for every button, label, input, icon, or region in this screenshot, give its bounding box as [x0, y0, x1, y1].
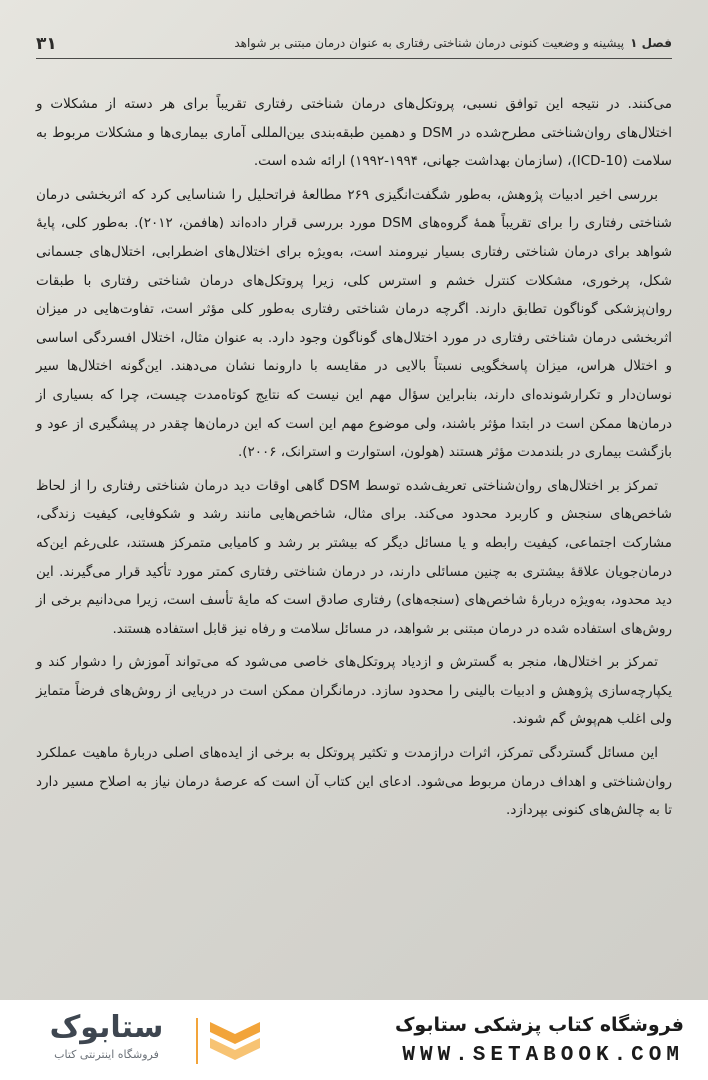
chapter-header — [234, 36, 672, 50]
page-number: ۳۱ — [36, 34, 57, 54]
chapter-title: پیشینه و وضعیت کنونی درمان شناختی رفتاری به عنوان درمان مبتنی بر شواهد — [234, 36, 625, 50]
paragraph: می‌کنند. در نتیجه این توافق نسبی، پروتکل‌های درمان شناختی رفتاری تقریباً برای هر دسته از مشکلات و اختلال‌های روان‌شناختی مطرح‌شده در DSM و دهمین طبقه‌بندی بین‌المللی آماری بیماری‌ها و مشکلات مربوط به سلامت (ICD-10)، (سازمان بهداشت جهانی، ۱۹۹۴-۱۹۹۲) ارائه شده است. — [36, 96, 672, 170]
watermark-footer — [0, 1000, 708, 1080]
running-header — [36, 34, 672, 59]
store-url-link[interactable]: WWW.SETABOOK.COM — [402, 1044, 684, 1067]
paragraph: بررسی اخیر ادبیات پژوهش، به‌طور شگفت‌انگیزی ۲۶۹ مطالعهٔ فراتحلیل را شناسایی کرد که اثربخشی درمان شناختی رفتاری را برای تقریباً همهٔ گروه‌های DSM مورد بررسی قرار داده‌اند (هافمن، ۲۰۱۲). به‌طور کلی، پایهٔ شواهد برای درمان شناختی رفتاری بسیار نیرومند است، به‌ویژه برای اختلال‌های اضطرابی، اختلال‌های جسمانی شکل، پرخوری، مشکلات کنترل خشم و استرس کلی، زیرا پروتکل‌های درمان شناختی رفتاری با طبقات روان‌پزشکی گوناگون تطابق دارند. اگرچه درمان شناختی رفتاری به‌طور کلی مؤثر است، تفاوت‌هایی در میزان اثربخشی درمان شناختی رفتاری در مورد اختلال‌های گوناگون وجود دارد. به عنوان مثال، اختلال افسردگی اساسی و اختلال هراس، میزان پاسخگویی نسبتاً بالایی در مقایسه با دارونما نشان می‌دهند. این‌گونه اختلال‌ها سیر نوسان‌دار و تکرارشونده‌ای دارند، بنابراین سؤال مهم این نیست که نتایج کوتاه‌مدت چیست، چرا که بسیاری از درمان‌ها ممکن است در ابتدا مؤثر باشند، ولی موضوع مهم این است که این درمان‌ها چقدر در پیشگیری از عود و بازگشت بیماری در بلندمدت مؤثر هستند (هولون، استوارت و استرانک، ۲۰۰۶). — [36, 186, 672, 461]
logo-name: ستابوک — [49, 1010, 164, 1045]
chapter-label: فصل ۱ — [630, 36, 672, 50]
logo-divider — [196, 1018, 198, 1064]
paragraph: این مسائل گستردگی تمرکز، اثرات درازمدت و تکثیر پروتکل به برخی از ایده‌های اصلی دربارهٔ ماهیت عملکرد روان‌شناختی و اهداف درمان مربوط می‌شود. ادعای این کتاب آن است که عرصهٔ درمان نیاز به اصلاح مسیر دارد تا به چالش‌های کنونی بپردازد. — [36, 745, 672, 819]
logo-tagline: فروشگاه اینترنتی کتاب — [54, 1048, 159, 1061]
body-text — [36, 90, 672, 830]
book-logo-icon — [206, 1012, 264, 1070]
paragraph: تمرکز بر اختلال‌ها، منجر به گسترش و ازدیاد پروتکل‌های خاصی می‌شود که می‌تواند آموزش را دشوار کند و یکپارچه‌سازی پژوهش و ادبیات بالینی را محدود سازد. درمانگران ممکن است در دریایی از روش‌های فرضاً متمایز ولی اغلب هم‌پوش گم شوند. — [36, 654, 672, 728]
store-name: فروشگاه کتاب پزشکی ستابوک — [394, 1014, 684, 1036]
store-logo[interactable] — [24, 1012, 264, 1070]
paragraph: تمرکز بر اختلال‌های روان‌شناختی تعریف‌شده توسط DSM گاهی اوقات دید درمان شناختی رفتاری را از لحاظ شاخص‌های سنجش و کاربرد محدود می‌کند. برای مثال، شاخص‌هایی مانند رشد و شکوفایی، کیفیت زندگی، مشارکت اجتماعی، کیفیت رابطه و یا مسائل دیگر که بیشتر بر رشد و کامیابی متمرکز هستند، علی‌رغم این‌که درمان‌جویان علاقهٔ بیشتری به چنین مسائلی دارند، در درمان شناختی رفتاری کمتر مورد تأکید قرار می‌گیرند. این دید محدود، به‌ویژه دربارهٔ شاخص‌های (سنجه‌های) رفتاری صادق است که مایهٔ تأسف است، زیرا می‌دانیم برخی از روش‌های استفاده شده در درمان مبتنی بر شواهد، در مسائل سلامت و رفاه نیز قابل استفاده هستند. — [36, 477, 672, 637]
